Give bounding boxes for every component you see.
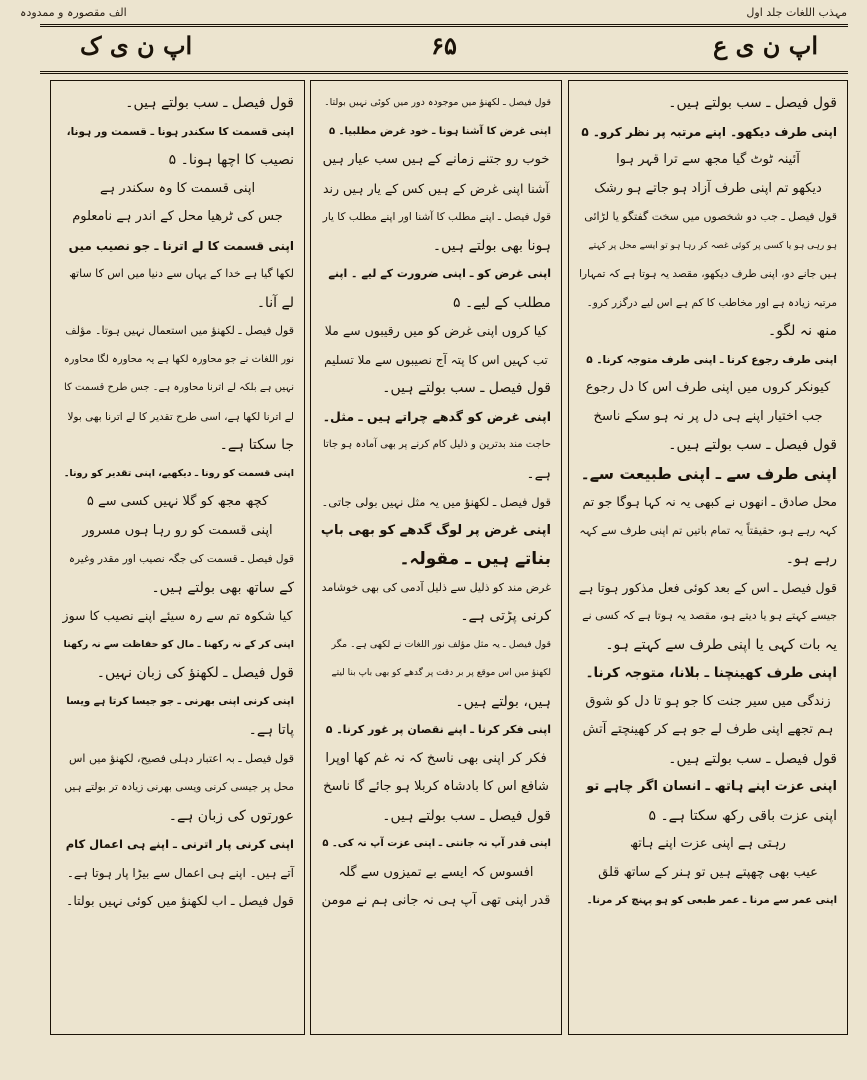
entry-headword: اپنی عمر سے مرنا ـ عمر طبعی کو ہو پہنچ کر مرنا۔ [586, 895, 837, 906]
verse-line: عیب بھی چھپتے ہیں تو ہنر کے ساتھ قلق [598, 864, 818, 880]
entry-headword: اپنی عزت اپنے ہاتھ ـ انسان اگر چاہے تو [586, 779, 837, 794]
left-heading: اپ ن ی ک [80, 31, 193, 60]
text-line: یہ بات کہی یا اپنی طرف سے کہتے ہو۔ [605, 636, 837, 653]
text-line: ہے۔ [526, 465, 551, 482]
entry-headword: اپنی طرف کھینچنا ـ بلانا، متوجہ کرنا۔ [585, 665, 837, 681]
text-line: ہونا بھی بولتے ہیں۔ [432, 237, 551, 254]
text-line: قول فیصل ـ سب بولتے ہیں۔ [125, 95, 294, 111]
text-line: منھ نہ لگو۔ [767, 323, 837, 339]
text-line: قول فیصل ـ لکھنؤ کی زبان نہیں۔ [96, 665, 294, 681]
text-line: قول فیصل ـ بہ اعتبار دہلی فصیح، لکھنؤ میں اس [69, 751, 294, 765]
page-header [40, 24, 848, 74]
text-line: ہیں، بولتے ہیں۔ [455, 693, 551, 710]
text-line: نور اللغات نے جو محاورہ لکھا ہے یہ محاورہ لگا محاورہ [63, 353, 294, 365]
entry-headword: اپنی طرف رجوع کرنا ـ اپنی طرف متوجہ کرنا۔ ۵ [586, 353, 837, 366]
text-line: محل پر جیسی کرنی ویسی بھرنی زیادہ تر بولتے ہیں [64, 781, 294, 793]
verse-line: اپنی قسمت کو رو رہا ہوں مسرور [82, 522, 273, 538]
verse-line: دیکھو تم اپنی طرف آزاد ہو جاتے ہو رشک [594, 180, 822, 196]
entry-headword: اپنی کرنی پار اترنی ـ اپنے ہی اعمال کام [65, 837, 294, 851]
verse-line: شافع اس کا بادشاہ کربلا ہو جائے گا ناسخ [323, 779, 549, 794]
text-line: لے اترنا لکھا ہے، اسی طرح تقدیر کا لے اترنا بھی بولا [67, 410, 294, 423]
running-head-right: مہذب اللغات جلد اول [746, 6, 847, 19]
entry-headword: اپنی غرض پر لوگ گدھے کو بھی باپ [320, 522, 551, 538]
text-line: محل صادق ـ انھوں نے کبھی یہ نہ کہا ہوگا جو تم [582, 494, 837, 509]
text-line: کہہ رہے ہو، حقیقتاً یہ تمام باتیں تم اپنی طرف سے کہہ [579, 523, 837, 537]
text-line: مرتبہ زیادہ ہے اور مخاطب کا کم ہے اس لیے درگزر کرو۔ [586, 296, 837, 309]
text-line: کے ساتھ بھی بولتے ہیں۔ [151, 579, 294, 596]
text-line: جیسے کہتے ہو یا دیتے ہو، مقصد یہ ہوتا ہے کہ کسی نے [582, 609, 837, 622]
column-middle [310, 80, 562, 1035]
text-line: نصیب کا اچھا ہونا۔ ۵ [168, 152, 294, 168]
text-line: حاجت مند بدترین و ذلیل کام کرنے پر بھی آمادہ ہو جاتا [323, 439, 551, 450]
text-line: لے آنا۔ [256, 294, 294, 311]
entry-headword: اپنی قدر آپ نہ جاننی ـ اپنی عزت آپ نہ کی۔ ۵ [322, 838, 551, 849]
verse-line: ہم تجھے اپنی طرف لے جو ہے کر کھینچتے آتش [582, 722, 834, 737]
entry-headword: اپنی غرض کا آشنا ہونا ـ خود غرض مطلبیا۔ ۵ [329, 125, 551, 137]
text-line: غرض مند کو ذلیل سے ذلیل آدمی کی بھی خوشامد [321, 580, 551, 594]
verse-line: فکر کر اپنی بھی ناسخ کہ نہ غم کھا اوپرا [325, 750, 547, 766]
text-line: قول فیصل ـ لکھنؤ میں یہ مثل نہیں بولی جاتی۔ [321, 495, 551, 509]
entry-headword: اپنی طرف سے ـ اپنی طبیعت سے۔ [580, 464, 837, 483]
text-line: کرنی پڑتی ہے۔ [460, 608, 551, 624]
text-line: قول فیصل ـ سب بولتے ہیں۔ [668, 437, 837, 453]
verse-line: جب اختیار اپنے ہی دل پر نہ ہو سکے ناسخ [593, 408, 823, 424]
text-line: قول فیصل ـ قسمت کی جگہ نصیب اور مقدر وغیرہ [68, 553, 294, 565]
verse-line: جس کی ٹرھیا محل کے اندر ہے نامعلوم [72, 209, 283, 224]
page-number: ۶۵ [431, 31, 457, 60]
text-line: لکھنؤ میں اس موقع پر بر دقت پر گدھے کو بھی باپ بنا لیتے [331, 668, 551, 678]
text-line: قول فیصل ـ اب لکھنؤ میں کوئی نہیں بولتا۔ [66, 893, 294, 908]
text-line: قول فیصل ـ سب بولتے ہیں۔ [382, 807, 551, 824]
column-right [568, 80, 848, 1035]
entry-headword: اپنی قسمت کو رونا ـ دیکھیے، اپنی تقدیر کو رونا۔ [63, 467, 294, 479]
text-line: قول فیصل ـ سب بولتے ہیں۔ [668, 750, 837, 767]
text-line: اپنی عزت باقی رکھ سکتا ہے۔ ۵ [648, 807, 837, 824]
verse-line: زندگی میں سیر جنت کا جو ہو تا دل کو شوق [585, 693, 831, 709]
running-head-left: الف مقصورہ و ممدودہ [20, 6, 127, 19]
text-line: جا سکتا ہے۔ [219, 437, 294, 453]
verse-line: کیونکر کروں میں اپنی طرف اس کا دل رجوع [585, 380, 831, 395]
entry-headword: اپنی طرف دیکھو۔ اپنے مرتبہ پر نظر کرو۔ ۵ [581, 124, 837, 139]
verse-line: کیا شکوہ تم سے رہ سیئے اپنے نصیب کا سوز [62, 608, 293, 623]
entry-headword: اپنی غرض کو گدھے چراتے ہیں ـ مثل۔ [322, 408, 551, 424]
verse-line: افسوس کہ ایسے بے تمیزوں سے گلہ [338, 864, 534, 880]
text-line: قول فیصل ـ جب دو شخصوں میں سخت گفتگو یا لڑائی [584, 210, 837, 223]
text-line: قول فیصل ـ سب بولتے ہیں۔ [382, 380, 551, 396]
verse-line: اپنی قسمت کا وہ سکندر ہے [99, 180, 256, 196]
text-line: پاتا ہے۔ [248, 722, 294, 738]
entry-headword: اپنی کرنی اپنی بھرنی ـ جو جیسا کرتا ہے ویسا [66, 695, 294, 707]
right-heading: اپ ن ی ع [712, 31, 818, 60]
verse-line: خوب رو جتنے زمانے کے ہیں سب عیار ہیں [322, 152, 550, 167]
text-line: قول فیصل ـ یہ مثل مؤلف نور اللغات نے لکھی ہے۔ مگر [331, 638, 551, 650]
verse-line: کچھ مجھ کو گلا نہیں کسی سے ۵ [86, 494, 269, 509]
verse-line: قدر اپنی تھی آپ ہی نہ جانی ہم نے مومن [321, 893, 551, 908]
text-line: قول فیصل ـ لکھنؤ میں موجودہ دور میں کوئی نہیں بولتا۔ [324, 97, 551, 108]
entry-headword: اپنی غرض کو ـ اپنی ضرورت کے لیے ۔ اپنے [328, 267, 551, 280]
entry-headword: اپنی فکر کرنا ـ اپنے نقصان پر غور کرنا۔ ۵ [325, 723, 551, 736]
verse-line: رہتی ہے اپنی عزت اپنے ہاتھ [630, 836, 786, 851]
text-line: رہے ہو۔ [785, 551, 837, 567]
entry-headword: اپنی قسمت کا لے اترنا ـ جو نصیب میں [68, 238, 294, 253]
text-line: لکھا گیا ہے خدا کے یہاں سے دنیا میں اس کا ساتھ [69, 267, 294, 280]
verse-line: آشنا اپنی غرض کے ہیں کس کے یار ہیں رند [322, 180, 550, 196]
text-line: ہیں جانے دو، اپنی طرف دیکھو، مقصد یہ ہوتا ہے کہ تمہارا [579, 268, 837, 280]
entry-headword: اپنی قسمت کا سکندر ہونا ـ قسمت ور ہونا، [66, 125, 294, 138]
entry-headword: اپنی کر کے نہ رکھنا ـ مال کو حفاظت سے نہ رکھنا [63, 638, 294, 650]
text-line: قول فیصل ـ اپنے مطلب کا آشنا اور اپنے مطلب کا یار [322, 211, 551, 223]
entry-headword: بناتے ہیں ـ مقولہ۔ [399, 549, 551, 569]
column-left [50, 80, 305, 1035]
text-line: مطلب کے لیے۔ ۵ [452, 294, 551, 311]
text-line: آتے ہیں۔ اپنے ہی اعمال سے بیڑا پار ہوتا ہے۔ [66, 865, 294, 880]
text-line: عورتوں کی زبان ہے۔ [168, 807, 294, 824]
text-line: قول فیصل ـ سب بولتے ہیں۔ [668, 95, 837, 111]
verse-line: تب کہیں اس کا پتہ آج نصیبوں سے ملا تسلیم [324, 352, 548, 367]
text-line: ہو رہی ہو یا کسی پر کوئی غصہ کر رہا ہو تو ایسے محل پر کہتے [588, 240, 837, 251]
text-line: قول فیصل ـ لکھنؤ میں استعمال نہیں ہوتا۔ مؤلف [65, 324, 294, 337]
text-line: نہیں ہے بلکہ لے اترنا محاورہ ہے۔ جس طرح قسمت کا [64, 382, 294, 393]
text-line: قول فیصل ـ اس کے بعد کوئی فعل مذکور ہوتا ہے [578, 579, 837, 595]
verse-line: کیا کروں اپنی غرض کو میں رقیبوں سے ملا [324, 323, 548, 338]
verse-line: آئینہ ٹوٹ گیا مجھ سے ترا قہر ہوا [616, 152, 800, 167]
